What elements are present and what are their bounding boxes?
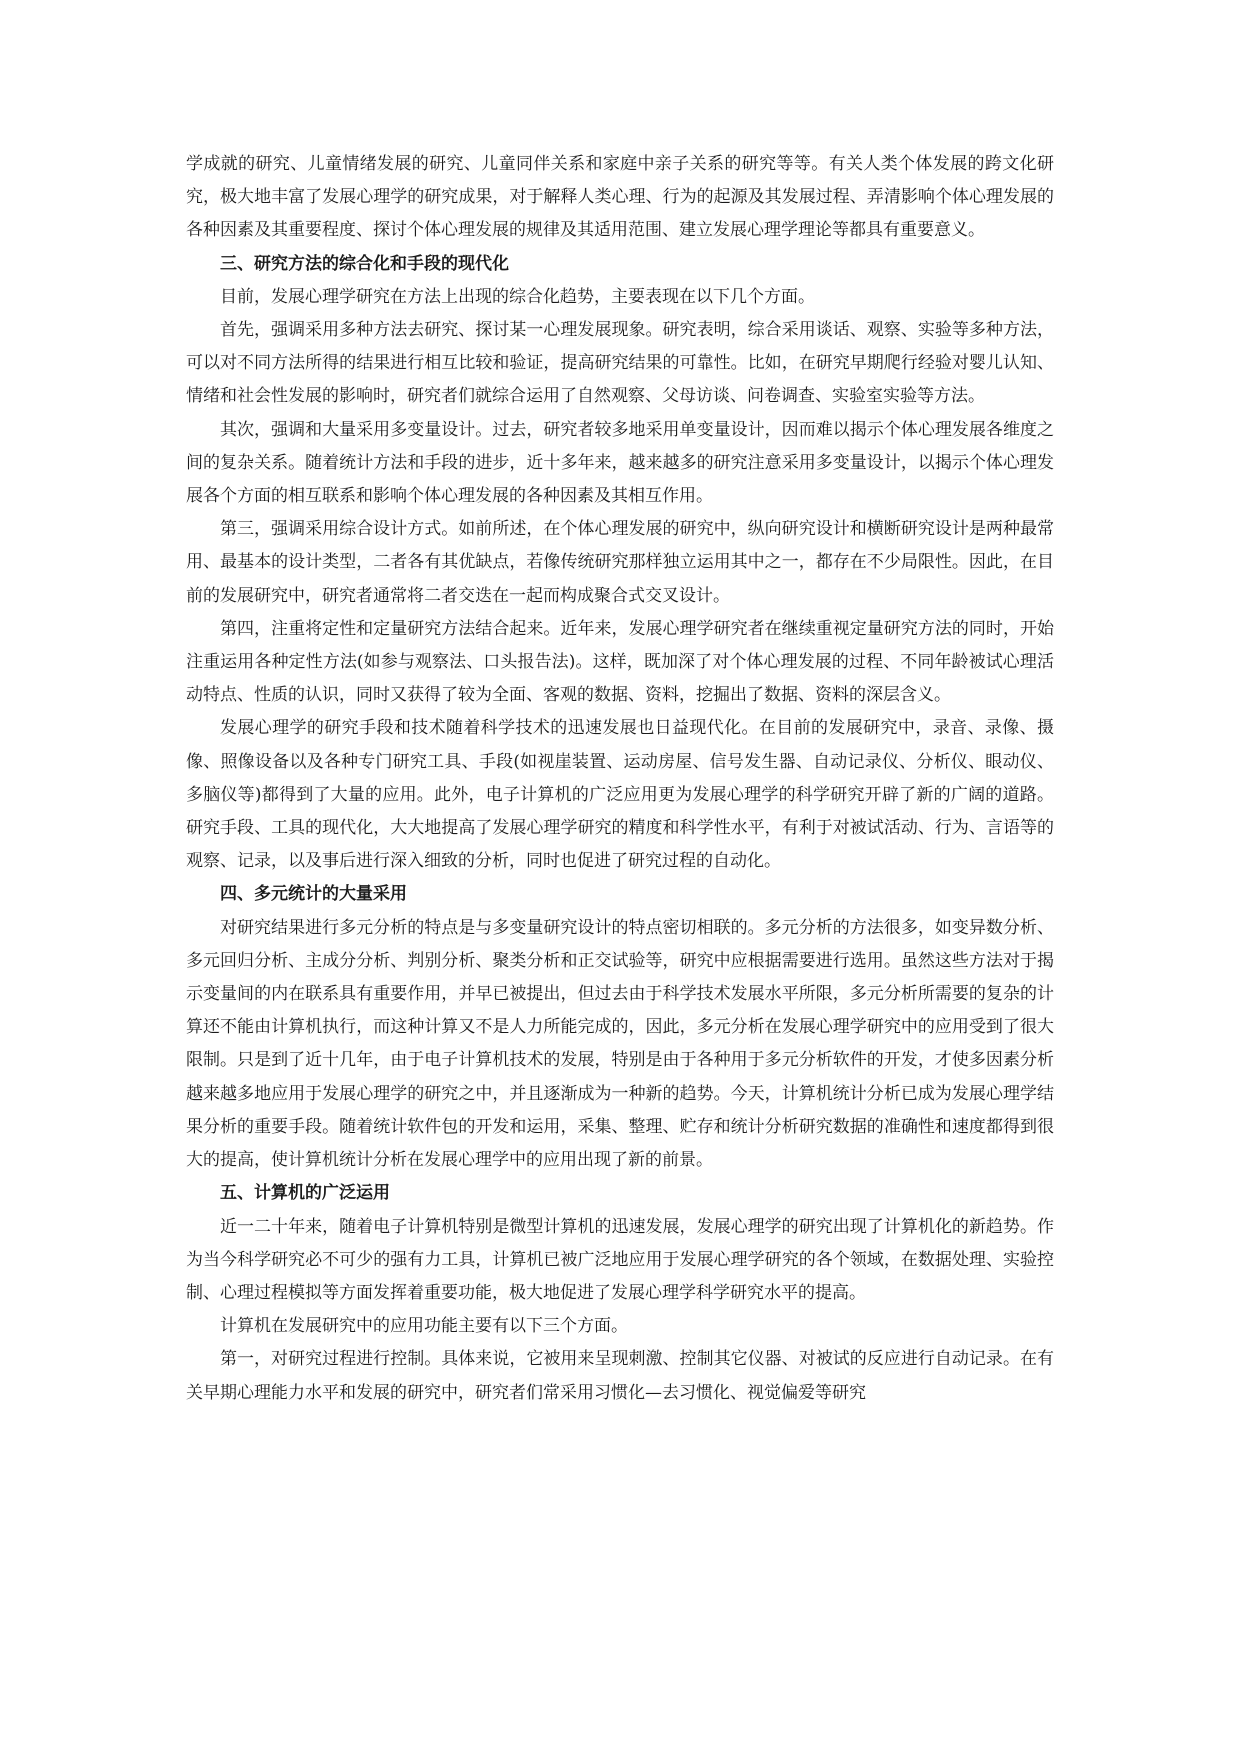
paragraph-continuation: 学成就的研究、儿童情绪发展的研究、儿童同伴关系和家庭中亲子关系的研究等等。有关人类个体发展的跨文化研究，极大地丰富了发展心理学的研究成果，对于解释人类心理、行为的起源及其发展过程、弄清影响个体心理发展的各种因素及其重要程度、探讨个体心理发展的规律及其适用范围、建立发展心理学理论等都具有重要意义。 [186,154,1054,241]
paragraph: 第四，注重将定性和定量研究方法结合起来。近年来，发展心理学研究者在继续重视定量研究方法的同时，开始注重运用各种定性方法(如参与观察法、口头报告法)。这样，既加深了对个体心理发展的过程、不同年龄被试心理活动特点、性质的认识，同时又获得了较为全面、客观的数据、资料，挖掘出了数据、资料的深层含义。 [186,618,1054,706]
section-heading-3: 三、研究方法的综合化和手段的现代化 [220,253,509,274]
section-heading-4: 四、多元统计的大量采用 [220,884,407,905]
paragraph: 近一二十年来，随着电子计算机特别是微型计算机的迅速发展，发展心理学的研究出现了计算机化的新趋势。作为当今科学研究必不可少的强有力工具，计算机已被广泛地应用于发展心理学研究的各个领域，在数据处理、实验控制、心理过程模拟等方面发挥着重要功能，极大地促进了发展心理学科学研究水平的提高。 [186,1216,1054,1303]
paragraph: 对研究结果进行多元分析的特点是与多变量研究设计的特点密切相联的。多元分析的方法很多，如变异数分析、多元回归分析、主成分分析、判别分析、聚类分析和正交试验等，研究中应根据需要进行选用。虽然这些方法对于揭示变量间的内在联系具有重要作用，并早已被提出，但过去由于科学技术发展水平所限，多元分析所需要的复杂的计算还不能由计算机执行，而这种计算又不是人力所能完成的，因此，多元分析在发展心理学研究中的应用受到了很大限制。只是到了近十几年，由于电子计算机技术的发展，特别是由于各种用于多元分析软件的开发，才使多因素分析越来越多地应用于发展心理学的研究之中，并且逐渐成为一种新的趋势。今天，计算机统计分析已成为发展心理学结果分析的重要手段。随着统计软件包的开发和运用，采集、整理、贮存和统计分析研究数据的准确性和速度都得到很大的提高，使计算机统计分析在发展心理学中的应用出现了新的前景。 [186,917,1054,1171]
paragraph: 第一，对研究过程进行控制。具体来说，它被用来呈现刺激、控制其它仪器、对被试的反应进行自动记录。在有关早期心理能力水平和发展的研究中，研究者们常采用习惯化—去习惯化、视觉偏爱等研究 [186,1349,1054,1403]
paragraph: 首先，强调采用多种方法去研究、探讨某一心理发展现象。研究表明，综合采用谈话、观察、实验等多种方法，可以对不同方法所得的结果进行相互比较和验证，提高研究结果的可靠性。比如，在研究早期爬行经验对婴儿认知、情绪和社会性发展的影响时，研究者们就综合运用了自然观察、父母访谈、问卷调查、实验室实验等方法。 [186,320,1054,407]
document-page [186,148,1054,1410]
paragraph: 目前，发展心理学研究在方法上出现的综合化趋势，主要表现在以下几个方面。 [220,286,815,307]
paragraph: 其次，强调和大量采用多变量设计。过去，研究者较多地采用单变量设计，因而难以揭示个体心理发展各维度之间的复杂关系。随着统计方法和手段的进步，近十多年来，越来越多的研究注意采用多变量设计，以揭示个体心理发展各个方面的相互联系和影响个体心理发展的各种因素及其相互作用。 [186,419,1054,507]
paragraph: 计算机在发展研究中的应用功能主要有以下三个方面。 [220,1316,628,1337]
paragraph: 发展心理学的研究手段和技术随着科学技术的迅速发展也日益现代化。在目前的发展研究中，录音、录像、摄像、照像设备以及各种专门研究工具、手段(如视崖装置、运动房屋、信号发生器、自动记录仪、分析仪、眼动仪、多脑仪等)都得到了大量的应用。此外，电子计算机的广泛应用更为发展心理学的科学研究开辟了新的广阔的道路。研究手段、工具的现代化，大大地提高了发展心理学研究的精度和科学性水平，有利于对被试活动、行为、言语等的观察、记录，以及事后进行深入细致的分析，同时也促进了研究过程的自动化。 [186,718,1054,872]
section-heading-5: 五、计算机的广泛运用 [220,1183,390,1204]
paragraph: 第三，强调采用综合设计方式。如前所述，在个体心理发展的研究中，纵向研究设计和横断研究设计是两种最常用、最基本的设计类型，二者各有其优缺点，若像传统研究那样独立运用其中之一，都存在不少局限性。因此，在目前的发展研究中，研究者通常将二者交迭在一起而构成聚合式交叉设计。 [186,519,1054,606]
